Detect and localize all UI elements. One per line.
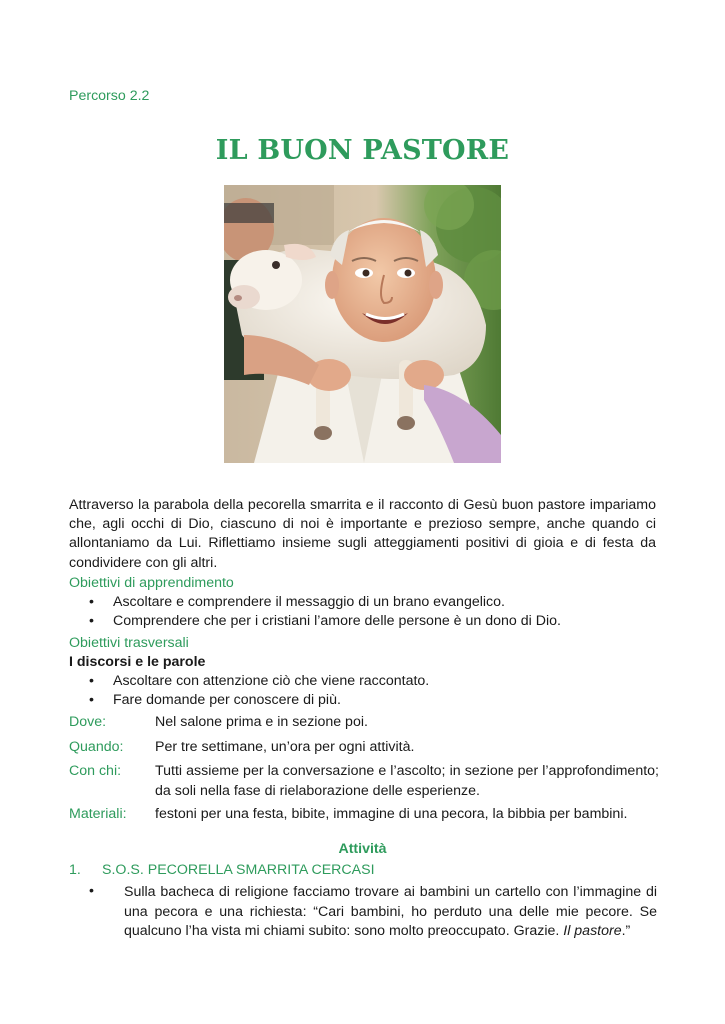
detail-label: Dove: (69, 714, 107, 730)
step-title: S.O.S. PECORELLA SMARRITA CERCASI (102, 862, 375, 878)
detail-label: Con chi: (69, 763, 122, 779)
transversal-objectives-section (69, 634, 659, 709)
bullet-icon: • (89, 883, 94, 899)
detail-value: festoni per una festa, bibite, immagine di una pecora, la bibbia per bambini. (155, 806, 628, 822)
detail-label: Quando: (69, 739, 124, 755)
task-signature: Il pastore (563, 923, 622, 940)
activity-task (89, 883, 657, 942)
detail-row-materiali (69, 805, 659, 825)
list-item: • Ascoltare e comprendere il messaggio di un brano evangelico. (69, 593, 659, 612)
list-item: • Comprendere che per i cristiani l’amore delle persone è un dono di Dio. (69, 612, 659, 631)
detail-row-dove (69, 713, 659, 733)
task-end: .” (621, 923, 631, 940)
detail-label: Materiali: (69, 806, 127, 822)
detail-value: Per tre settimane, un’ora per ogni attività. (155, 739, 415, 755)
page-title: IL BUON PASTORE (215, 135, 510, 166)
activities-heading: Attività (338, 841, 387, 857)
list-item: • Ascoltare con attenzione ciò che viene raccontato. (69, 672, 659, 691)
activity-step-1 (69, 862, 375, 878)
intro-paragraph: Attraverso la parabola della pecorella smarrita e il racconto di Gesù buon pastore impariamo che, agli occhi di Dio, ciascuno di noi è importante e prezioso sempre, anche quando ci allontaniamo da Lui. Riflettiamo insieme sugli atteggiamenti positivi di gioia e di festa da condividere con gli altri. (69, 497, 656, 571)
detail-value: Tutti assieme per la conversazione e l’ascolto; in sezione per l’approfondimento; da soli nella fase di rielaborazione delle esperienze. (155, 763, 659, 799)
list-item: • Fare domande per conoscere di più. (69, 691, 659, 710)
transversal-objectives-list (69, 672, 659, 709)
learning-objectives-label: Obiettivi di apprendimento (69, 575, 234, 591)
pope-with-lamb-photo (224, 185, 501, 463)
percorso-label: Percorso 2.2 (69, 88, 150, 104)
task-body: Sulla bacheca di religione facciamo trovare ai bambini un cartello con l’immagine di una pecora e una richiesta: “Cari bambini, ho perduto una delle mie pecore. Se qualcuno l’ha vista mi chiami subito: sono molto preoccupato. Grazie. (124, 884, 657, 940)
detail-row-quando (69, 738, 659, 758)
transversal-objectives-label: Obiettivi trasversali (69, 635, 189, 651)
learning-objectives-list (69, 593, 659, 630)
detail-row-con-chi (69, 762, 659, 801)
learning-objectives-section (69, 574, 659, 630)
detail-value: Nel salone prima e in sezione poi. (155, 714, 368, 730)
step-number: 1. (69, 862, 81, 878)
task-text (124, 883, 657, 942)
transversal-objectives-subheading: I discorsi e le parole (69, 654, 206, 670)
